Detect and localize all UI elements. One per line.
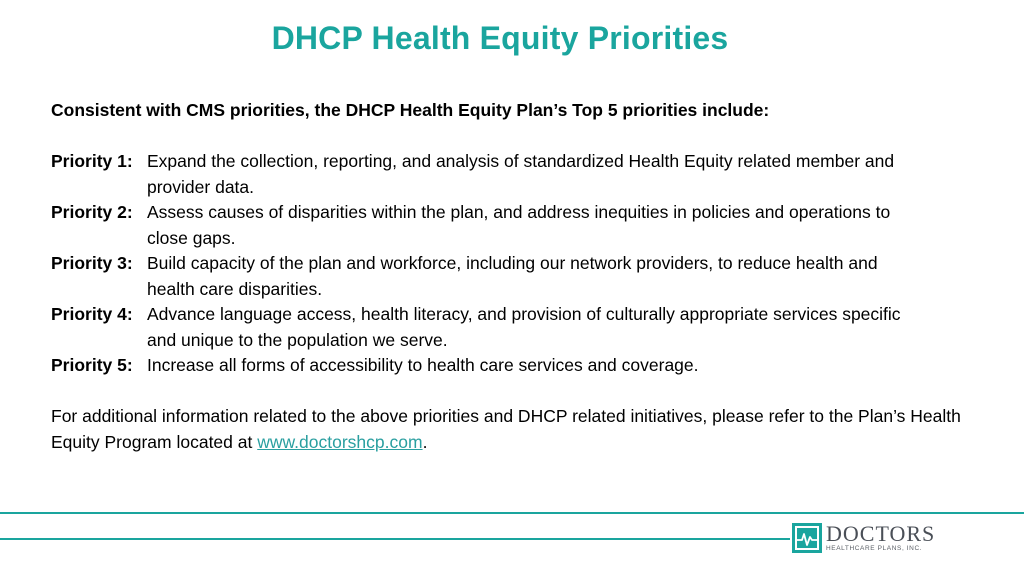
footer-end: . <box>422 431 428 452</box>
content-body <box>51 98 981 455</box>
priority-text: Assess causes of disparities within the plan, and address inequities in policies and operations to close gaps. <box>147 202 891 248</box>
priority-label: Priority 2: <box>51 202 133 222</box>
priority-item-1 <box>51 149 981 200</box>
intro-text: Consistent with CMS priorities, the DHCP Health Equity Plan’s Top 5 priorities include: <box>51 100 770 120</box>
page-title: DHCP Health Equity Priorities <box>271 20 729 56</box>
priority-item-2 <box>51 200 981 251</box>
logo-subtitle: HEALTHCARE PLANS, INC. <box>826 545 923 553</box>
website-link[interactable]: www.doctorshcp.com <box>257 431 423 452</box>
footer-paragraph <box>51 404 981 455</box>
logo-text <box>826 523 935 553</box>
priority-item-4 <box>51 302 981 353</box>
priority-label: Priority 3: <box>51 253 133 273</box>
footer-text: For additional information related to the above priorities and DHCP related initiatives, please refer to the Plan’s Health Equity Program located at <box>51 406 961 452</box>
spacer <box>51 124 981 150</box>
priority-text: Expand the collection, reporting, and analysis of standardized Health Equity related member and provider data. <box>147 151 895 197</box>
priority-text: Advance language access, health literacy, and provision of culturally appropriate services specific and unique to the population we serve. <box>147 304 901 350</box>
priority-item-3 <box>51 251 981 302</box>
priority-text: Increase all forms of accessibility to health care services and coverage. <box>147 355 699 375</box>
priority-label: Priority 4: <box>51 304 133 324</box>
spacer <box>51 379 981 405</box>
priority-label: Priority 1: <box>51 151 133 171</box>
priority-label: Priority 5: <box>51 355 133 375</box>
logo-mark-icon <box>792 523 822 553</box>
company-logo <box>792 522 962 554</box>
divider-bottom <box>0 538 790 540</box>
priority-item-5 <box>51 353 981 379</box>
priority-text: Build capacity of the plan and workforce, including our network providers, to reduce health and health care disparities. <box>147 253 878 299</box>
divider-top <box>0 512 1024 514</box>
logo-name: DOCTORS <box>826 521 936 547</box>
